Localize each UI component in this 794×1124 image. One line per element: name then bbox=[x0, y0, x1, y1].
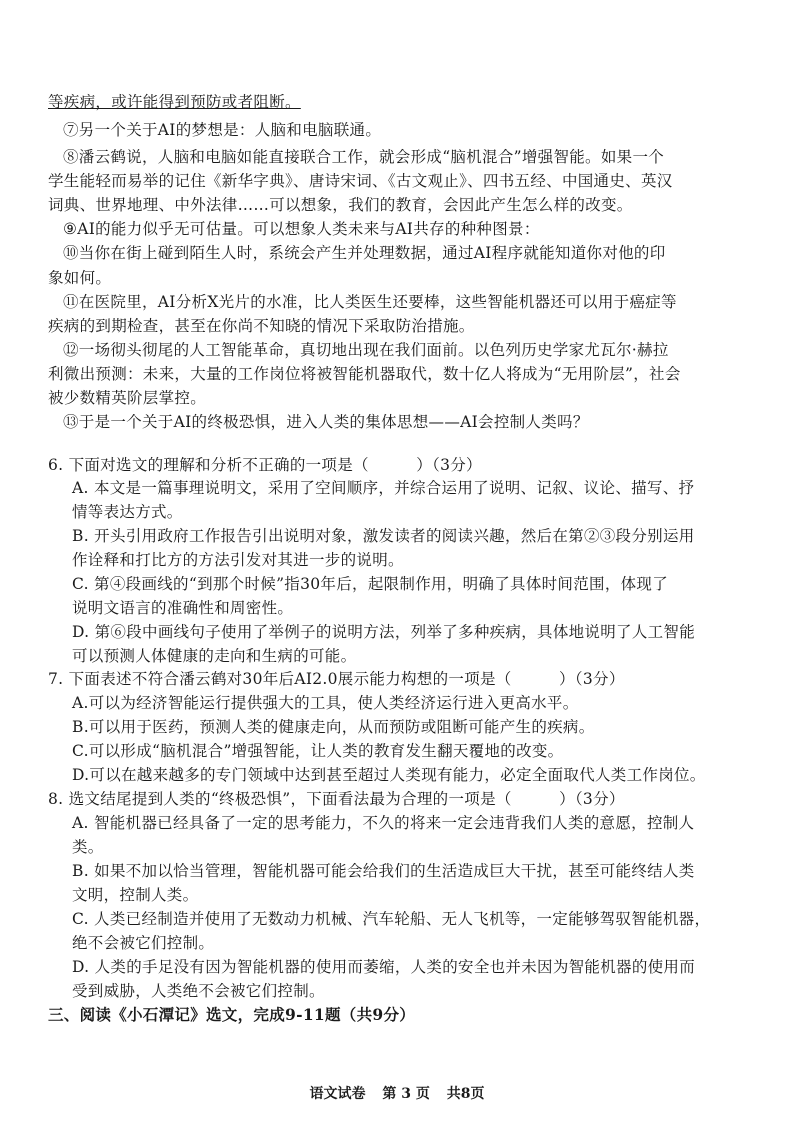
question-8-option-c-cont: 绝不会被它们控制。 bbox=[72, 934, 215, 952]
question-7-option-b: B.可以用于医药，预测人类的健康走向，从而预防或阻断可能产生的疾病。 bbox=[72, 718, 595, 736]
paragraph-11-line-2: 疾病的到期检查，甚至在你尚不知晓的情况下采取防治措施。 bbox=[48, 317, 475, 335]
question-8-option-d-cont: 受到威胁，人类绝不会被它们控制。 bbox=[72, 982, 325, 1000]
question-6-option-c-cont: 说明文语言的准确性和周密性。 bbox=[72, 599, 294, 617]
paragraph-13: ⑬于是一个关于AI的终极恐惧，进入人类的集体思想——AI会控制人类吗？ bbox=[63, 413, 589, 431]
question-7-option-a: A.可以为经济智能运行提供强大的工具，使人类经济运行进入更高水平。 bbox=[72, 694, 579, 712]
section-3-heading: 三、阅读《小石潭记》选文，完成9-11题（共9分） bbox=[48, 1005, 416, 1024]
question-6-option-b-cont: 作诠释和打比方的方法引发对其进一步的说明。 bbox=[72, 551, 404, 569]
passage-continuation: 等疾病，或许能得到预防或者阻断。 bbox=[48, 93, 301, 111]
question-7-option-c: C.可以形成“脑机混合”增强智能，让人类的教育发生翻天覆地的改变。 bbox=[72, 742, 564, 760]
footer-subject: 语文试卷 bbox=[309, 1086, 366, 1102]
footer-total-pages: 共8页 bbox=[446, 1086, 485, 1102]
paragraph-8-line-1: ⑧潘云鹤说，人脑和电脑如能直接联合工作，就会形成“脑机混合”增强智能。如果一个 bbox=[63, 148, 665, 166]
question-6-option-b: B. 开头引用政府工作报告引出说明对象，激发读者的阅读兴趣，然后在第②③段分别运用 bbox=[72, 527, 695, 545]
page-footer bbox=[0, 1083, 794, 1103]
question-6-option-a-cont: 情等表达方式。 bbox=[72, 503, 183, 521]
question-8-option-d: D. 人类的手足没有因为智能机器的使用而萎缩，人类的安全也并未因为智能机器的使用而 bbox=[72, 958, 696, 976]
question-8-option-c: C. 人类已经制造并使用了无数动力机械、汽车轮船、无人飞机等，一定能够驾驭智能机器， bbox=[72, 910, 711, 928]
paragraph-11-line-1: ⑪在医院里，AI分析X光片的水准，比人类医生还要棒，这些智能机器还可以用于癌症等 bbox=[63, 293, 677, 311]
question-8-option-b-cont: 文明，控制人类。 bbox=[72, 886, 199, 904]
footer-page-number: 第 3 页 bbox=[382, 1086, 430, 1102]
paragraph-10-line-2: 象如何。 bbox=[48, 269, 112, 287]
paragraph-7: ⑦另一个关于AI的梦想是：人脑和电脑联通。 bbox=[63, 121, 382, 139]
question-6-option-a: A. 本文是一篇事理说明文，采用了空间顺序，并综合运用了说明、记叙、议论、描写、抒 bbox=[72, 479, 695, 497]
paragraph-8-line-2: 学生能轻而易举的记住《新华字典》、唐诗宋词、《古文观止》、四书五经、中国通史、英汉 bbox=[48, 172, 673, 190]
paragraph-12-line-3: 被少数精英阶层掌控。 bbox=[48, 389, 207, 407]
question-6-option-c: C. 第④段画线的“到那个时候”指30年后，起限制作用，明确了具体时间范围，体现了 bbox=[72, 575, 669, 593]
question-8-option-b: B. 如果不加以恰当管理，智能机器可能会给我们的生活造成巨大干扰，甚至可能终结人类 bbox=[72, 862, 695, 880]
question-6-option-d-cont: 可以预测人体健康的走向和生病的可能。 bbox=[72, 647, 357, 665]
question-6-stem: 6. 下面对选文的理解和分析不正确的一项是（ ）（3分） bbox=[48, 456, 482, 474]
paragraph-9: ⑨AI的能力似乎无可估量。可以想象人类未来与AI共存的种种图景： bbox=[63, 220, 540, 238]
question-8-option-a: A. 智能机器已经具备了一定的思考能力，不久的将来一定会违背我们人类的意愿，控制人 bbox=[72, 814, 695, 832]
question-8-stem: 8. 选文结尾提到人类的“终极恐惧”，下面看法最为合理的一项是（ ）（3分） bbox=[48, 790, 625, 808]
paragraph-8-line-3: 词典、世界地理、中外法律……可以想象，我们的教育，会因此产生怎么样的改变。 bbox=[48, 196, 633, 214]
question-8-option-a-cont: 类。 bbox=[72, 838, 104, 856]
paragraph-12-line-1: ⑫一场彻头彻尾的人工智能革命，真切地出现在我们面前。以色列历史学家尤瓦尔·赫拉 bbox=[63, 341, 669, 359]
paragraph-10-line-1: ⑩当你在街上碰到陌生人时，系统会产生并处理数据，通过AI程序就能知道你对他的印 bbox=[63, 244, 666, 262]
question-6-option-d: D. 第⑥段中画线句子使用了举例子的说明方法，列举了多种疾病，具体地说明了人工智能 bbox=[72, 623, 696, 641]
paragraph-12-line-2: 利微出预测：未来，大量的工作岗位将被智能机器取代，数十亿人将成为“无用阶层”，社会 bbox=[48, 365, 681, 383]
question-7-option-d: D.可以在越来越多的专门领域中达到甚至超过人类现有能力，必定全面取代人类工作岗位。 bbox=[72, 766, 706, 784]
question-7-stem: 7. 下面表述不符合潘云鹤对30年后AI2.0展示能力构想的一项是（ ）（3分） bbox=[48, 670, 625, 688]
